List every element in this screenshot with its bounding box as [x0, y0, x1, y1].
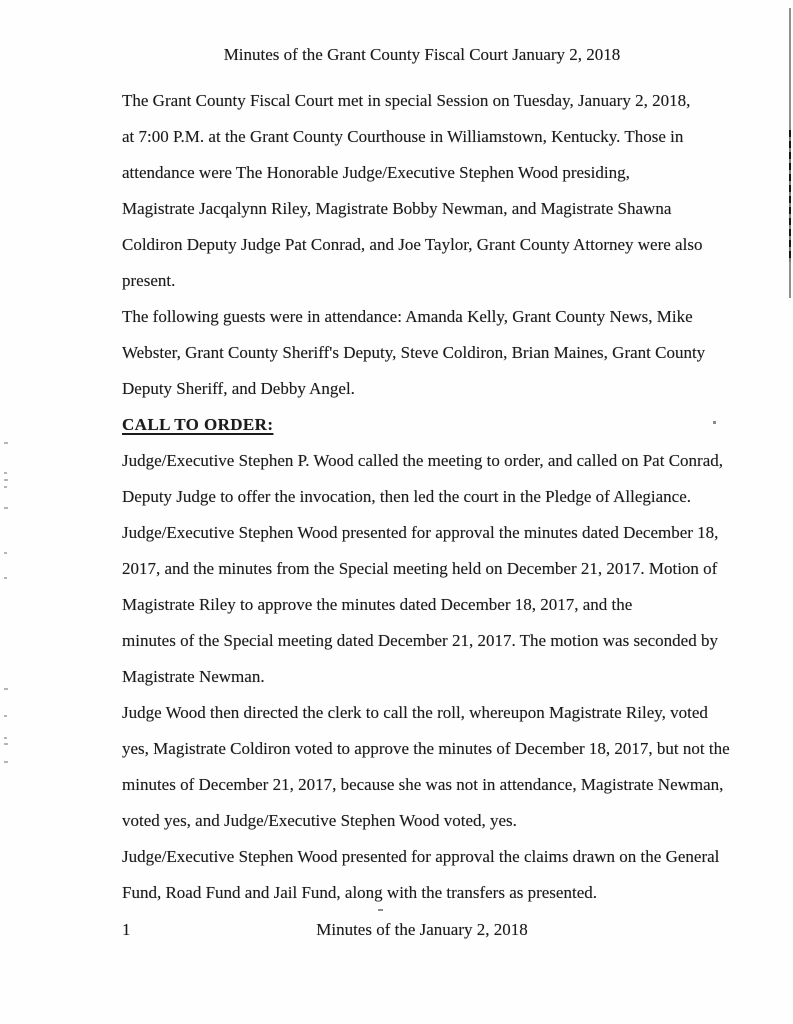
body-line: Coldiron Deputy Judge Pat Conrad, and Joe Taylor, Grant County Attorney were also [122, 235, 703, 254]
section-heading: CALL TO ORDER: [122, 415, 274, 434]
body-line: 2017, and the minutes from the Special meeting held on December 21, 2017. Motion of [122, 559, 718, 578]
body-line: minutes of the Special meeting dated December 21, 2017. The motion was seconded by [122, 631, 718, 650]
scan-speck [4, 486, 7, 488]
body-line: attendance were The Honorable Judge/Executive Stephen Wood presiding, [122, 163, 630, 182]
scan-speck [378, 909, 383, 911]
body-line: Judge Wood then directed the clerk to call the roll, whereupon Magistrate Riley, voted [122, 703, 708, 722]
scan-speck [4, 479, 8, 481]
document-body [122, 83, 730, 911]
body-line: Fund, Road Fund and Jail Fund, along with the transfers as presented. [122, 883, 597, 902]
scan-speck [4, 743, 8, 745]
scan-speck [4, 715, 7, 717]
page-number: 1 [122, 920, 131, 939]
footer-title: Minutes of the January 2, 2018 [316, 920, 528, 939]
scan-speck [4, 761, 8, 763]
body-line: voted yes, and Judge/Executive Stephen Wood voted, yes. [122, 811, 517, 830]
scan-speck [4, 472, 7, 474]
scan-speck [4, 552, 7, 554]
body-line: Deputy Judge to offer the invocation, then led the court in the Pledge of Allegiance. [122, 487, 692, 506]
body-line: The following guests were in attendance: Amanda Kelly, Grant County News, Mike [122, 307, 693, 326]
body-line: The Grant County Fiscal Court met in special Session on Tuesday, January 2, 2018, [122, 91, 691, 110]
scan-edge-line-dashes [789, 130, 791, 262]
body-line: at 7:00 P.M. at the Grant County Courthouse in Williamstown, Kentucky. Those in [122, 127, 684, 146]
body-line: Magistrate Newman. [122, 667, 265, 686]
document-title: Minutes of the Grant County Fiscal Court January 2, 2018 [223, 45, 621, 64]
body-line: Deputy Sheriff, and Debby Angel. [122, 379, 355, 398]
body-line: present. [122, 271, 176, 290]
scan-speck [713, 421, 716, 424]
body-line: Magistrate Jacqalynn Riley, Magistrate Bobby Newman, and Magistrate Shawna [122, 199, 672, 218]
body-line: Judge/Executive Stephen P. Wood called the meeting to order, and called on Pat Conrad, [122, 451, 723, 470]
scan-speck [4, 737, 7, 739]
scan-speck [4, 577, 7, 579]
body-line: minutes of December 21, 2017, because she was not in attendance, Magistrate Newman, [122, 775, 724, 794]
scan-speck [4, 688, 8, 690]
body-line: yes, Magistrate Coldiron voted to approve the minutes of December 18, 2017, but not the [122, 739, 730, 758]
body-line: Judge/Executive Stephen Wood presented for approval the claims drawn on the General [122, 847, 720, 866]
body-line: Webster, Grant County Sheriff's Deputy, Steve Coldiron, Brian Maines, Grant County [122, 343, 706, 362]
body-line: Judge/Executive Stephen Wood presented for approval the minutes dated December 18, [122, 523, 719, 542]
scan-speck [4, 442, 8, 444]
body-line: Magistrate Riley to approve the minutes dated December 18, 2017, and the [122, 595, 633, 614]
scan-speck [4, 507, 8, 509]
